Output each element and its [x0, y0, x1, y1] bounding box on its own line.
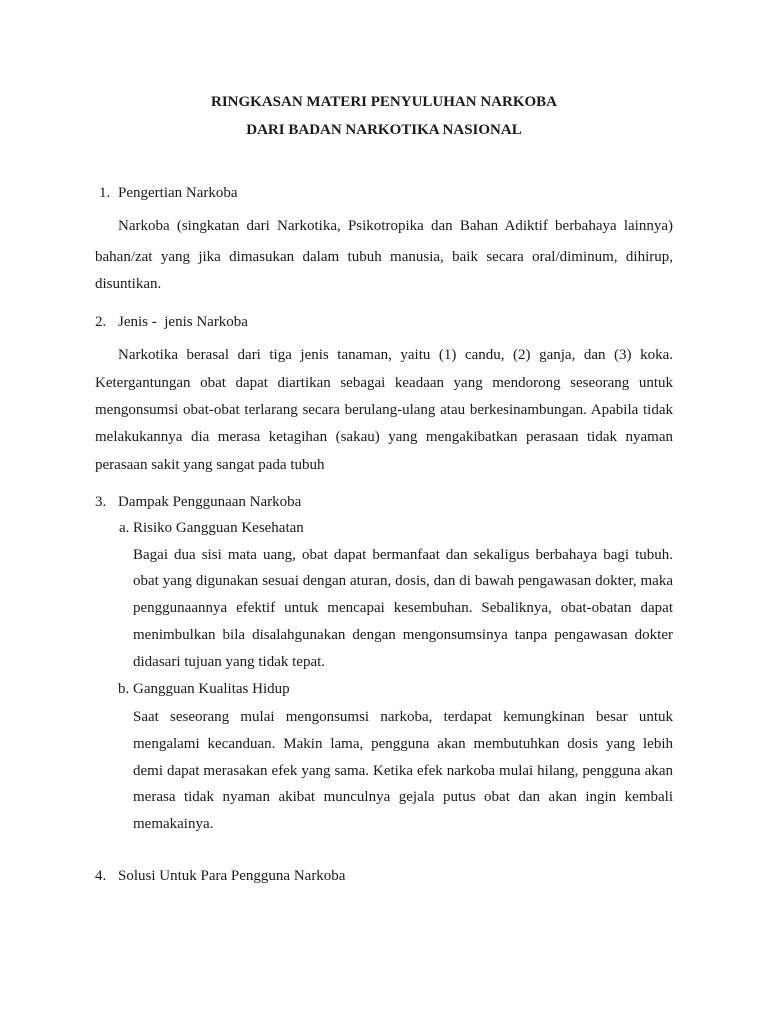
paragraph-line: perasaan sakit yang sangat pada tubuh	[95, 457, 325, 473]
paragraph-line: Narkotika berasal dari tiga jenis tanaman, yaitu (1) candu, (2) ganja, dan (3) koka.	[118, 347, 673, 363]
paragraph-line: penggunaannya efektif untuk mencapai kesembuhan. Sebaliknya, obat-obatan dapat	[133, 600, 673, 616]
section-heading: Dampak Penggunaan Narkoba	[118, 494, 302, 510]
paragraph-line: obat yang digunakan sesuai dengan aturan, dosis, dan di bawah pengawasan dokter, maka	[133, 573, 673, 589]
paragraph-line: demi dapat merasakan efek yang sama. Ketika efek narkoba mulai hilang, pengguna akan	[133, 763, 673, 779]
paragraph-line: merasa tidak nyaman akibat munculnya gejala putus obat dan akan ingin kembali	[133, 789, 673, 805]
section-number: 1.	[99, 185, 111, 201]
document-title: RINGKASAN MATERI PENYULUHAN NARKOBA	[211, 94, 557, 110]
paragraph-line: menimbulkan bila disalahgunakan dengan mengonsumsinya tanpa pengawasan dokter	[133, 627, 673, 643]
section-number: 2.	[95, 314, 107, 330]
subsection-letter: a.	[119, 520, 130, 536]
paragraph-line: Ketergantungan obat dapat diartikan sebagai keadaan yang mendorong seseorang untuk	[95, 375, 673, 391]
paragraph-line: Saat seseorang mulai mengonsumsi narkoba, terdapat kemungkinan besar untuk	[133, 709, 673, 725]
section-heading: Pengertian Narkoba	[118, 185, 238, 201]
section-number: 3.	[95, 494, 107, 510]
paragraph-line: disuntikan.	[95, 276, 162, 292]
paragraph-line: mengonsumsi obat-obat terlarang secara berulang-ulang atau berkesinambungan. Apabila tidak	[95, 402, 673, 418]
document-subtitle: DARI BADAN NARKOTIKA NASIONAL	[246, 122, 522, 138]
subsection-letter: b.	[118, 681, 130, 697]
paragraph-line: Narkoba (singkatan dari Narkotika, Psikotropika dan Bahan Adiktif berbahaya lainnya)	[118, 218, 673, 234]
paragraph-line: didasari tujuan yang tidak tepat.	[133, 654, 326, 670]
paragraph-line: memakainya.	[133, 816, 214, 832]
subsection-heading: Risiko Gangguan Kesehatan	[133, 520, 304, 536]
paragraph-line: melakukannya dia merasa ketagihan (sakau) yang mengakibatkan perasaan tidak nyaman	[95, 429, 673, 445]
paragraph-line: bahan/zat yang jika dimasukan dalam tubuh manusia, baik secara oral/diminum, dihirup,	[95, 249, 673, 265]
subsection-heading: Gangguan Kualitas Hidup	[133, 681, 290, 697]
paragraph-line: Bagai dua sisi mata uang, obat dapat bermanfaat dan sekaligus berbahaya bagi tubuh.	[133, 547, 673, 563]
paragraph-line: mengalami kecanduan. Makin lama, pengguna akan membutuhkan dosis yang lebih	[133, 736, 673, 752]
section-heading: Solusi Untuk Para Pengguna Narkoba	[118, 868, 346, 884]
section-heading: Jenis - jenis Narkoba	[118, 314, 248, 330]
section-number: 4.	[95, 868, 107, 884]
